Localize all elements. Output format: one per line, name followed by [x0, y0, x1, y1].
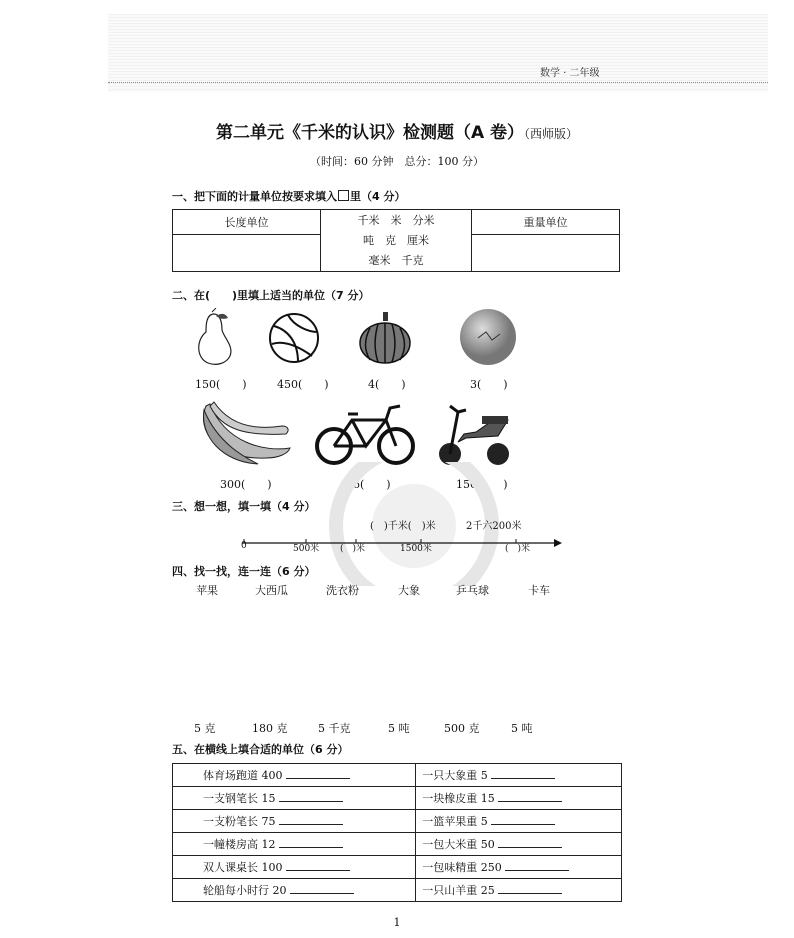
- fill-row-right: [416, 856, 622, 879]
- pumpkin-icon: [358, 310, 412, 364]
- header-rule: [108, 82, 768, 83]
- tick-label: 1500米: [400, 544, 432, 554]
- answer-line[interactable]: [491, 768, 555, 779]
- section1-heading-post: 里（4 分）: [350, 190, 406, 203]
- bicycle-icon: [314, 400, 416, 468]
- length-unit-header: 长度单位: [173, 210, 321, 235]
- match-weight[interactable]: 5 千克: [318, 722, 351, 735]
- match-weight[interactable]: 180 克: [252, 722, 288, 735]
- page-title: [0, 118, 794, 143]
- fill-row-left: [173, 856, 416, 879]
- question-text: 一只山羊重 25: [422, 884, 495, 897]
- answer-line[interactable]: [290, 883, 354, 894]
- question-text: 一包大米重 50: [422, 838, 495, 851]
- answer-blank-pumpkin[interactable]: 4( ): [368, 378, 406, 391]
- answer-blank-volleyball[interactable]: 450( ): [277, 378, 329, 391]
- exam-info: （时间：60 分钟 总分：100 分）: [310, 155, 484, 168]
- numberline-label-top: 2千六200米: [466, 521, 522, 532]
- answer-line[interactable]: [505, 860, 569, 871]
- answer-line[interactable]: [286, 768, 350, 779]
- title-version: （西师版）: [524, 127, 579, 141]
- length-answer-cell[interactable]: [173, 235, 321, 272]
- fill-row-right: [416, 810, 622, 833]
- weight-answer-cell[interactable]: [472, 235, 620, 272]
- answer-line[interactable]: [279, 814, 343, 825]
- fill-row-right: [416, 833, 622, 856]
- question-text: 一块橡皮重 15: [422, 792, 495, 805]
- section3-heading: 三、想一想，填一填（4 分）: [172, 500, 316, 513]
- numberline-answer-top[interactable]: ( )千米( )米: [370, 521, 436, 532]
- answer-line[interactable]: [498, 883, 562, 894]
- tick-label: 0: [241, 541, 247, 551]
- question-text: 一篮苹果重 5: [422, 815, 488, 828]
- basketball-icon: [458, 308, 518, 366]
- pear-icon: [192, 308, 236, 366]
- match-item[interactable]: 卡车: [528, 584, 550, 597]
- header-subject: 数学 · 二年级: [540, 68, 600, 79]
- answer-blank-banana[interactable]: 300( ): [220, 478, 272, 491]
- unit-line: 毫米 千克: [368, 253, 424, 267]
- answer-line[interactable]: [279, 837, 343, 848]
- answer-blank-ball[interactable]: 3( ): [470, 378, 508, 391]
- fill-row-right: [416, 787, 622, 810]
- unit-line: 吨 克 厘米: [363, 233, 429, 247]
- fill-row-left: [173, 810, 416, 833]
- question-text: 轮船每小时行 20: [203, 884, 287, 897]
- match-item[interactable]: 苹果: [196, 584, 218, 597]
- answer-line[interactable]: [498, 791, 562, 802]
- match-item[interactable]: 乒乓球: [456, 584, 489, 597]
- banana-icon: [196, 400, 294, 466]
- unit-sort-table: [172, 209, 620, 272]
- question-text: 一支钢笔长 15: [203, 792, 276, 805]
- fill-unit-table: [172, 763, 622, 902]
- match-item[interactable]: 大西瓜: [255, 584, 288, 597]
- match-weight[interactable]: 5 吨: [511, 722, 533, 735]
- unit-list-cell: [321, 210, 472, 272]
- match-weight[interactable]: 5 吨: [388, 722, 410, 735]
- question-text: 一支粉笔长 75: [203, 815, 276, 828]
- answer-blank-scooter[interactable]: 150( ): [456, 478, 508, 491]
- header-band: [108, 14, 768, 92]
- checkbox-square-icon: [338, 190, 349, 201]
- question-text: 体育场跑道 400: [203, 769, 283, 782]
- question-text: 一包味精重 250: [422, 861, 502, 874]
- section1-heading-pre: 一、把下面的计量单位按要求填入: [172, 190, 337, 203]
- question-text: 一只大象重 5: [422, 769, 488, 782]
- tick-answer-blank[interactable]: ( )米: [505, 544, 531, 554]
- match-item[interactable]: 洗衣粉: [326, 584, 359, 597]
- section2-heading: 二、在( )里填上适当的单位（7 分）: [172, 289, 370, 302]
- section1-heading: [172, 188, 405, 204]
- fill-row-right: [416, 764, 622, 787]
- fill-row-left: [173, 764, 416, 787]
- answer-line[interactable]: [286, 860, 350, 871]
- answer-line[interactable]: [491, 814, 555, 825]
- question-text: 一幢楼房高 12: [203, 838, 276, 851]
- page-number: 1: [393, 916, 401, 929]
- answer-line[interactable]: [498, 837, 562, 848]
- match-weight[interactable]: 5 克: [194, 722, 216, 735]
- unit-line: 千米 米 分米: [357, 213, 435, 227]
- weight-unit-header: 重量单位: [472, 210, 620, 235]
- question-text: 双人课桌长 100: [203, 861, 283, 874]
- fill-row-left: [173, 833, 416, 856]
- answer-line[interactable]: [279, 791, 343, 802]
- section5-heading: 五、在横线上填合适的单位（6 分）: [172, 743, 349, 756]
- answer-blank-pear[interactable]: 150( ): [195, 378, 247, 391]
- fill-row-left: [173, 787, 416, 810]
- tick-label: 500米: [293, 544, 320, 554]
- volleyball-icon: [268, 312, 320, 364]
- fill-row-right: [416, 879, 622, 902]
- match-item[interactable]: 大象: [398, 584, 420, 597]
- tick-answer-blank[interactable]: ( )米: [340, 544, 366, 554]
- match-weight[interactable]: 500 克: [444, 722, 480, 735]
- scooter-icon: [436, 398, 514, 468]
- title-main: 第二单元《千米的认识》检测题（A 卷）: [215, 123, 525, 143]
- fill-row-left: [173, 879, 416, 902]
- section4-heading: 四、找一找，连一连（6 分）: [172, 565, 316, 578]
- answer-blank-bicycle[interactable]: 36( ): [346, 478, 391, 491]
